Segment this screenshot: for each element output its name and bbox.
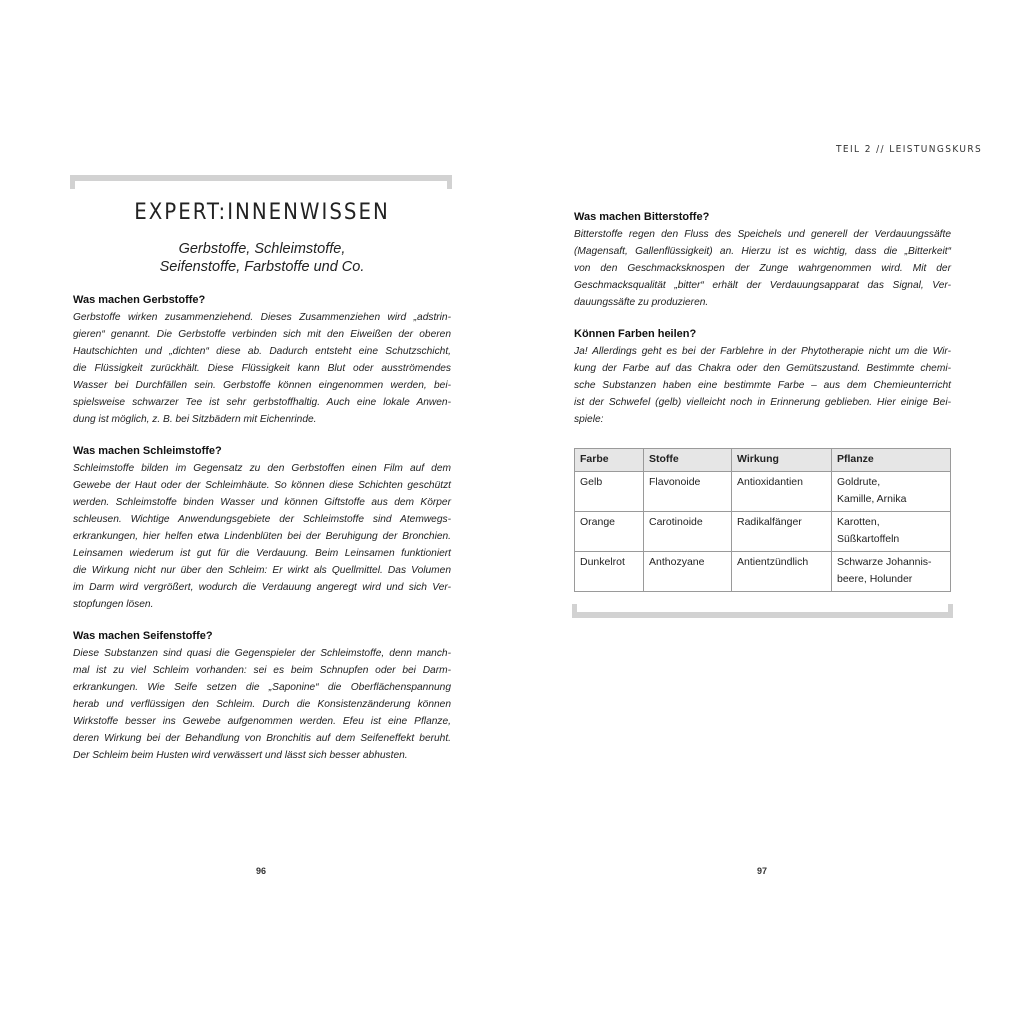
text-line: stopfungen lösen.	[73, 599, 154, 610]
text-line: erkrankungen. Wie Seife setzen die „Saponine“ die Oberflächenspannung	[73, 682, 451, 693]
box-subtitle	[72, 240, 452, 276]
text-line: die Wirkung nicht nur über den Schleim: Er wirkt als Quellmittel. Das Volumen	[73, 565, 451, 576]
page-number-left: 96	[256, 866, 267, 876]
text-line: im Darm wird vergrößert, wodurch die Verdauung angeregt wird und sich Ver-	[73, 582, 451, 593]
table-cell: Antientzündlich	[732, 552, 832, 592]
table-cell: Antioxidantien	[732, 472, 832, 512]
question-heading: Was machen Schleimstoffe?	[73, 445, 222, 457]
cell-line: Schwarze Johannis-	[837, 556, 932, 568]
table-cell: Flavonoide	[644, 472, 732, 512]
text-line: gieren“ genannt. Die Gerbstoffe verbinden sich mit den Eiweißen der oberen	[73, 329, 451, 340]
table-header-cell: Wirkung	[732, 449, 832, 472]
text-line: erkrankungen, hier helfen etwa Lindenblüten bei der Beruhigung der Bronchien.	[73, 531, 451, 542]
table-row	[575, 512, 951, 552]
table-cell	[832, 512, 951, 552]
section-seifenstoffe	[73, 628, 451, 764]
text-line: Wasser bei Durchfällen sein. Gerbstoffe können eingenommen werden, bei-	[73, 380, 451, 391]
table-header-cell: Farbe	[575, 449, 644, 472]
table-header-row	[575, 449, 951, 472]
text-line: Ja! Allerdings geht es bei der Farblehre in der Phytotherapie nicht um die Wir-	[574, 346, 951, 357]
table-cell: Carotinoide	[644, 512, 732, 552]
table-cell	[832, 552, 951, 592]
text-line: Wirkstoffe besser ins Gewebe aufgenommen werden. Efeu ist eine Pflanze,	[73, 716, 451, 727]
table-header-cell: Stoffe	[644, 449, 732, 472]
question-heading: Was machen Bitterstoffe?	[574, 211, 710, 223]
cell-line: Süßkartoffeln	[837, 533, 900, 545]
text-line: spielsweise schwarzer Tee ist sehr gerbstoffhaltig. Auch eine lokale Anwen-	[73, 397, 451, 408]
text-line: Gewebe der Haut oder der Schleimhäute. So können diese Schichten geschützt	[73, 480, 451, 491]
text-line: Leinsamen wiederum ist gut für die Verdauung. Beim Leinsamen funktioniert	[73, 548, 451, 559]
paragraph	[73, 309, 451, 428]
text-line: die Flüssigkeit zurückhält. Diese Flüssigkeit kann Blut oder ausströmendes	[73, 363, 451, 374]
page-number-right: 97	[757, 866, 768, 876]
cell-line: Karotten,	[837, 516, 880, 528]
table-row	[575, 552, 951, 592]
text-line: Schleimstoffe bilden im Gegensatz zu den Gerbstoffen einen Film auf dem	[73, 463, 451, 474]
paragraph	[574, 343, 951, 428]
cell-line: Goldrute,	[837, 476, 881, 488]
text-line: von den Geschmacksknospen der Zunge wahrgenommen wird. Mit der	[574, 263, 951, 274]
table-row	[575, 472, 951, 512]
question-heading: Was machen Seifenstoffe?	[73, 630, 213, 642]
box-title: EXPERT:INNENWISSEN	[134, 200, 390, 225]
table-cell: Radikalfänger	[732, 512, 832, 552]
text-line: Hautschichten und „dichten“ diese ab. Dadurch entsteht eine Schutzschicht,	[73, 346, 451, 357]
table-cell: Dunkelrot	[575, 552, 644, 592]
text-line: Geschmacksqualität „bitter“ erhält der Verdauungsapparat das Signal, Ver-	[574, 280, 951, 291]
cell-line: beere, Holunder	[837, 573, 913, 585]
text-line: deren Wirkung bei der Behandlung von Bronchitis auf dem Seifeneffekt beruht.	[73, 733, 451, 744]
text-line: sche Substanzen haben eine bestimmte Farbe – aus dem Chemieunterricht	[574, 380, 951, 391]
text-line: ist der Schwefel (gelb) vielleicht noch in Erinnerung geblieben. Hier einige Bei-	[574, 397, 951, 408]
box-subtitle-line-1: Gerbstoffe, Schleimstoffe,	[178, 241, 346, 257]
color-substances-table	[574, 448, 951, 592]
text-line: (Magensaft, Gallenflüssigkeit) an. Hierzu ist es wichtig, dass die „Bitterkeit“	[574, 246, 951, 257]
box-subtitle-line-2: Seifenstoffe, Farbstoffe und Co.	[159, 259, 365, 275]
paragraph	[574, 226, 951, 311]
text-line: mal ist zu viel Schleim vorhanden: sei es beim Schnupfen oder bei Darm-	[73, 665, 451, 676]
box-top-bar	[70, 175, 452, 181]
text-line: herab und verflüssigen den Schleim. Durch die Konsistenzänderung können	[73, 699, 451, 710]
section-farben	[574, 326, 951, 428]
table-cell: Anthozyane	[644, 552, 732, 592]
cell-line: Kamille, Arnika	[837, 493, 907, 505]
text-line: Gerbstoffe wirken zusammenziehend. Dieses Zusammenziehen wird „adstrin-	[73, 312, 451, 323]
table-cell: Gelb	[575, 472, 644, 512]
text-line: dauungssäfte zu produzieren.	[574, 297, 709, 308]
text-line: Diese Substanzen sind quasi die Gegenspieler der Schleimstoffe, denn manch-	[73, 648, 451, 659]
section-gerbstoffe	[73, 292, 451, 428]
text-line: schleusen. Wichtige Anwendungsgebiete der Schleimstoffe sind Atemwegs-	[73, 514, 451, 525]
table-cell	[832, 472, 951, 512]
text-line: spiele:	[574, 414, 604, 425]
table-cell: Orange	[575, 512, 644, 552]
section-schleimstoffe	[73, 443, 451, 613]
running-head: TEIL 2 // LEISTUNGSKURS	[836, 144, 983, 155]
text-line: Der Schleim beim Husten wird verwässert und lässt sich besser abhusten.	[73, 750, 408, 761]
text-line: dung ist möglich, z. B. bei Sitzbädern mit Eichenrinde.	[73, 414, 317, 425]
text-line: kung der Farbe auf das Chakra oder den Gemütszustand. Bestimmte chemi-	[574, 363, 951, 374]
question-heading: Können Farben heilen?	[574, 328, 697, 340]
question-heading: Was machen Gerbstoffe?	[73, 294, 206, 306]
paragraph	[73, 460, 451, 613]
box-bottom-bar	[572, 612, 953, 618]
section-bitterstoffe	[574, 209, 951, 311]
table-header-cell: Pflanze	[832, 449, 951, 472]
text-line: werden. Schleimstoffe binden Wasser und können Giftstoffe aus dem Körper	[73, 497, 451, 508]
text-line: Bitterstoffe regen den Fluss des Speichels und generell der Verdauungssäfte	[574, 229, 951, 240]
paragraph	[73, 645, 451, 764]
